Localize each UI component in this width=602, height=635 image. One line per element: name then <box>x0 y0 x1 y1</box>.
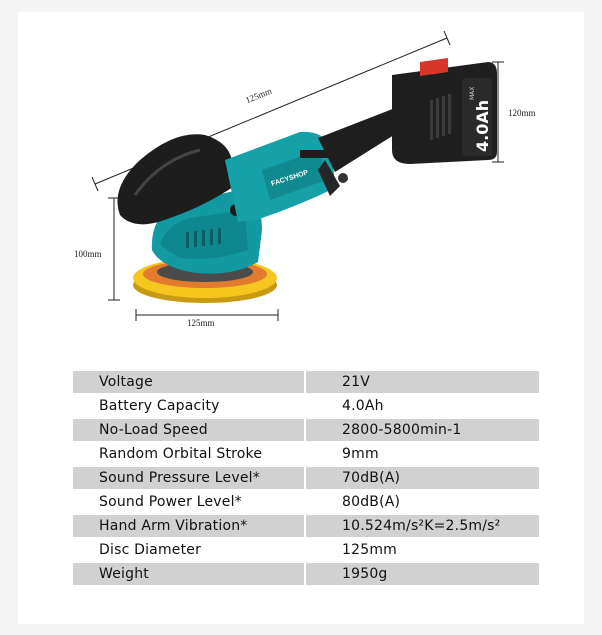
spec-row-vibration <box>73 515 539 537</box>
spec-value: 4.0Ah <box>306 395 539 417</box>
dimension-pad-label: 125mm <box>187 318 215 328</box>
spec-value: 21V <box>306 371 539 393</box>
dimension-height-label: 100mm <box>74 249 102 259</box>
spec-label: Random Orbital Stroke <box>73 443 306 465</box>
specifications-table <box>73 369 539 587</box>
spec-row-voltage <box>73 371 539 393</box>
spec-label: Sound Power Level* <box>73 491 306 513</box>
spec-value: 1950g <box>306 563 539 585</box>
rear-handle <box>318 108 403 196</box>
spec-value: 10.524m/s²K=2.5m/s² <box>306 515 539 537</box>
spec-value: 70dB(A) <box>306 467 539 489</box>
dimension-battery-label: 120mm <box>508 108 536 118</box>
spec-row-weight <box>73 563 539 585</box>
spec-row-orbital-stroke <box>73 443 539 465</box>
spec-row-sound-pressure <box>73 467 539 489</box>
spec-row-no-load-speed <box>73 419 539 441</box>
motor-body <box>225 132 335 222</box>
spec-label: Sound Pressure Level* <box>73 467 306 489</box>
spec-row-disc-diameter <box>73 539 539 561</box>
battery-pack <box>392 58 497 164</box>
spec-label: Voltage <box>73 371 306 393</box>
spec-value: 125mm <box>306 539 539 561</box>
battery-capacity-label: 4.0Ah <box>473 99 492 152</box>
spec-row-sound-power <box>73 491 539 513</box>
spec-label: Hand Arm Vibration* <box>73 515 306 537</box>
height-dimension-line <box>108 198 120 300</box>
spec-label: No-Load Speed <box>73 419 306 441</box>
battery-small-label: MAX <box>469 86 476 100</box>
brand-mark: FACYSHOP <box>270 169 310 188</box>
dimension-grip-label: 40mm <box>340 128 364 138</box>
spec-row-battery-capacity <box>73 395 539 417</box>
spec-label: Weight <box>73 563 306 585</box>
spec-label: Disc Diameter <box>73 539 306 561</box>
spec-value: 9mm <box>306 443 539 465</box>
spec-value: 2800-5800min-1 <box>306 419 539 441</box>
spec-label: Battery Capacity <box>73 395 306 417</box>
dimension-length-label: 125mm <box>244 85 274 106</box>
spec-value: 80dB(A) <box>306 491 539 513</box>
